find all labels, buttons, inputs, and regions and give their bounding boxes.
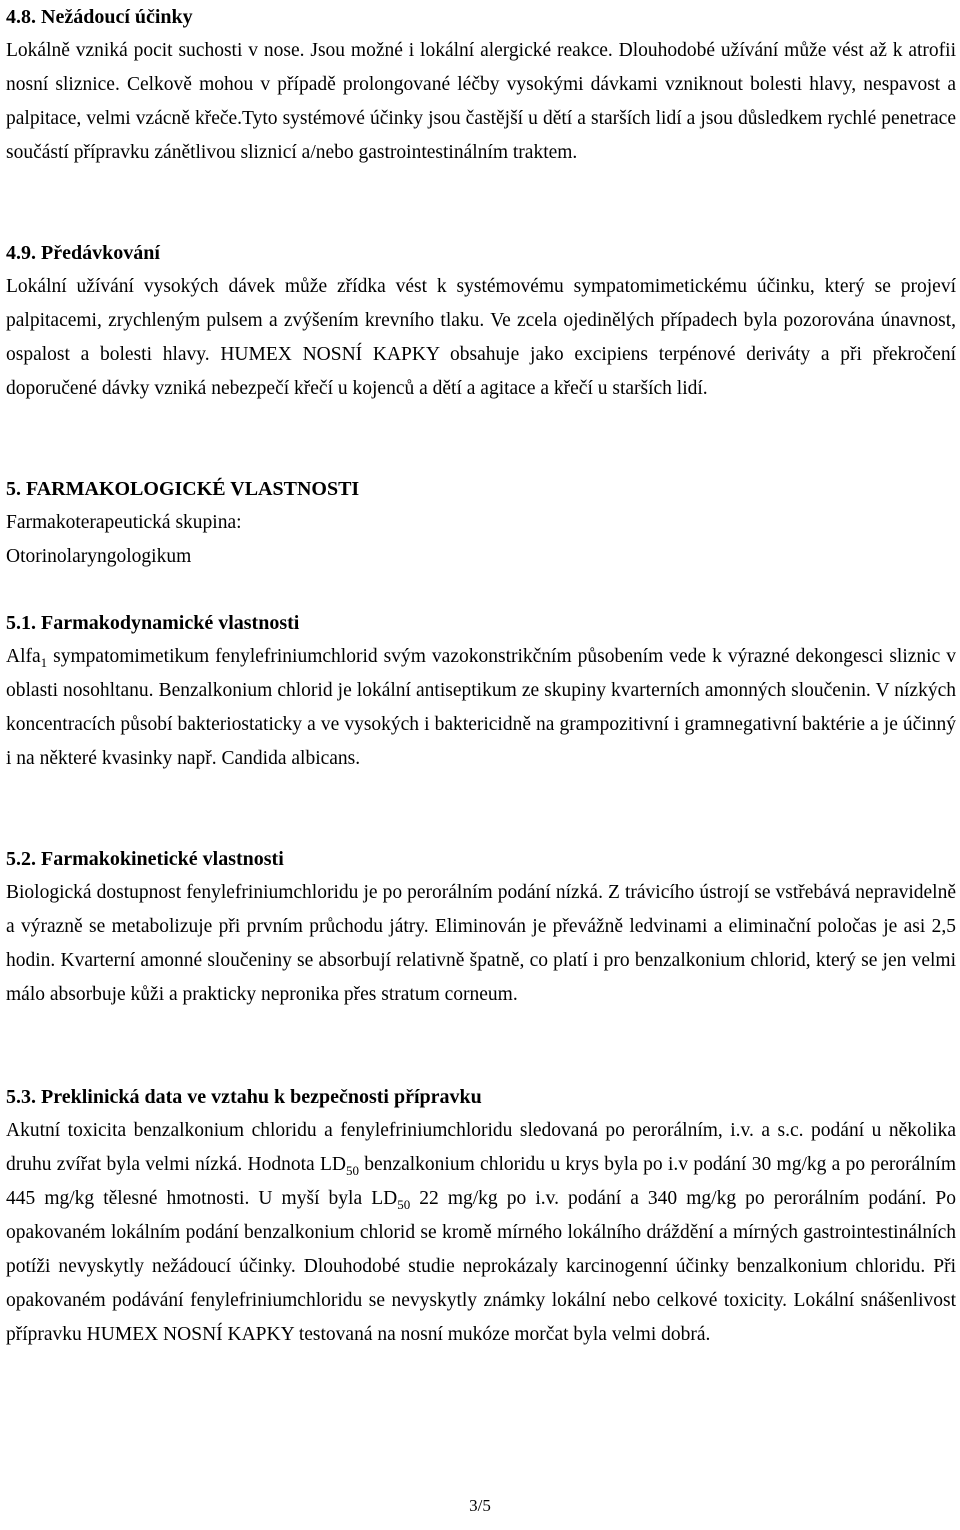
section-paragraph: Biologická dostupnost fenylefriniumchloridu je po perorálním podání nízká. Z trávicího ústrojí se vstřebává nepravidelně a výrazně se metabolizuje při prvním průchodu játry. Eliminován je převážně ledvinami a eliminační poločas je asi 2,5 hodin. Kvarterní amonné sloučeniny se absorbují relativně špatně, co platí i pro benzalkonium chlorid, který se jen velmi málo absorbuje kůži a prakticky nepronika přes stratum corneum.	[6, 882, 956, 1005]
section-5-3	[6, 1080, 956, 1352]
section-heading: 5.1. Farmakodynamické vlastnosti	[6, 612, 300, 634]
subscript: 50	[397, 1196, 411, 1212]
section-5-2	[6, 842, 956, 1012]
section-4-8	[6, 0, 956, 170]
section-heading: 5.2. Farmakokinetické vlastnosti	[6, 848, 284, 870]
section-5-1	[6, 606, 956, 776]
section-heading: 4.9. Předávkování	[6, 242, 160, 264]
section-paragraph: Lokální užívání vysokých dávek může zřídka vést k systémovému sympatomimetickému účinku, který se projeví palpitacemi, zrychleným pulsem a zvýšením krevního tlaku. Ve zcela ojedinělých případech byla pozorována únavnost, ospalost a bolesti hlavy. HUMEX NOSNÍ KAPKY obsahuje jako excipiens terpénové deriváty a při překročení doporučené dávky vzniká nebezpečí křečí u kojenců a dětí a agitace a křečí u starších lidí.	[6, 276, 956, 399]
page-number: 3/5	[469, 1496, 491, 1515]
text-fragment: 22 mg/kg po i.v. podání a 340 mg/kg po perorálním podání. Po opakovaném lokálním podání benzalkonium chlorid se kromě mírného lokálního dráždění a mírných gastrointestinálních potíži nevyskytly nežádoucí účinky. Dlouhodobé studie neprokázaly karcinogenní účinky benzalkonium chloridu. Při opakovaném podávání fenylefriniumchloridu se nevyskytly známky lokální nebo celkové toxicity. Lokální snášenlivost přípravku HUMEX NOSNÍ KAPKY testovaná na nosní mukóze morčat byla velmi dobrá.	[6, 1188, 956, 1345]
section-4-9	[6, 236, 956, 406]
section-paragraph	[6, 640, 956, 776]
section-heading: 4.8. Nežádoucí účinky	[6, 6, 193, 28]
section-5	[6, 472, 956, 574]
therapeutic-group-value: Otorinolaryngologikum	[6, 546, 192, 567]
section-paragraph: Lokálně vzniká pocit suchosti v nose. Jsou možné i lokální alergické reakce. Dlouhodobé užívání může vést až k atrofii nosní sliznice. Celkově mohou v případě prolongované léčby vysokými dávkami vzniknout bolesti hlavy, nespavost a palpitace, velmi vzácně křeče.Tyto systémové účinky jsou častější u dětí a starších lidí a jsou důsledkem rychlé penetrace součástí přípravku zánětlivou sliznicí a/nebo gastrointestinálním traktem.	[6, 40, 956, 163]
section-heading: 5. FARMAKOLOGICKÉ VLASTNOSTI	[6, 478, 360, 500]
text-fragment: benzalkonium chloridu u krys byla po i.v podání 30 mg/kg a po perorálním 445 mg/kg tělesné hmotnosti. U myší byla LD	[6, 1154, 956, 1209]
section-paragraph	[6, 1114, 956, 1352]
text-fragment: sympatomimetikum fenylefriniumchlorid svým vazokonstrikčním působením vede k výrazné dekongesci sliznic v oblasti nosohltanu. Benzalkonium chlorid je lokální antiseptikum ze skupiny kvarterních amonných sloučenin. V nízkých koncentracích působí bakteriostaticky a ve vysokých i baktericidně na grampozitivní i gramnegativní baktérie a je účinný i na některé kvasinky např. Candida albicans.	[6, 646, 956, 769]
therapeutic-group-label: Farmakoterapeutická skupina:	[6, 512, 242, 533]
text-fragment: Akutní toxicita benzalkonium chloridu a fenylefriniumchloridu sledovaná po perorálním, i.v. a s.c. podání u několika druhu zvířat byla velmi nízká. Hodnota LD	[6, 1120, 956, 1175]
subscript: 50	[345, 1162, 359, 1178]
subscript: 1	[40, 654, 48, 670]
text-fragment: Alfa	[6, 646, 41, 667]
section-heading: 5.3. Preklinická data ve vztahu k bezpečnosti přípravku	[6, 1086, 482, 1108]
